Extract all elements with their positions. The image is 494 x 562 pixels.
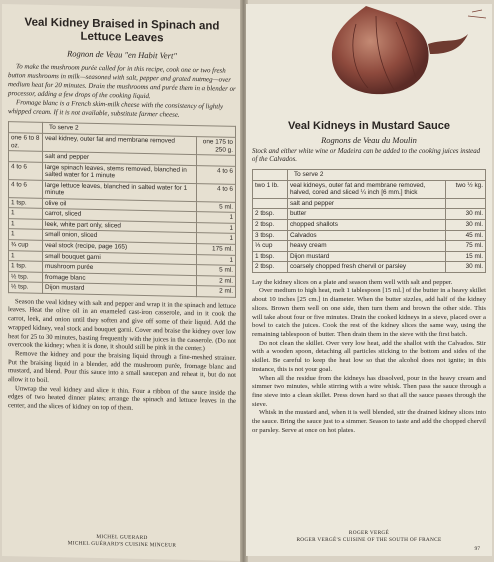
right-page: [246, 4, 492, 556]
ingredient-name: mushroom purée: [43, 261, 197, 275]
ingredient-metric: one 175 to 250 g.: [197, 137, 236, 156]
left-recipe-title: Veal Kidney Braised in Spinach and Lettuce Leaves: [24, 16, 220, 45]
serves-row: [253, 170, 486, 181]
ingredient-name: veal stock (recipe, page 165): [43, 240, 197, 254]
method-paragraph: Whisk in the mustard and, when it is well blended, stir the drained kidney slices into the sauce. Bring the sauce just to a simmer. Season to taste and add the chopped chervil or parsley. Serve at once on hot plates.: [252, 409, 486, 434]
ingredient-name: veal kidneys, outer fat and membrane removed, halved, cored and sliced ¼ inch [6 mm.] thick: [287, 180, 445, 198]
page-number: 97: [474, 546, 480, 552]
ingredient-row: [253, 241, 486, 252]
ingredient-name: heavy cream: [287, 241, 445, 252]
left-source: MICHEL GUÉRARD'S CUISINE MINCEUR: [67, 540, 177, 549]
ingredient-metric: 1: [197, 222, 236, 233]
serves-label: To serve 2: [43, 123, 236, 138]
ingredient-quantity: 1: [9, 219, 43, 230]
right-source: ROGER VERGÉ'S CUISINE OF THE SOUTH OF FRANCE: [296, 537, 442, 543]
ingredient-quantity: [253, 198, 288, 209]
ingredient-quantity: ¾ cup: [9, 240, 43, 251]
ingredient-quantity: 2 tbsp.: [253, 262, 288, 273]
ingredient-name: salt and pepper: [287, 198, 445, 209]
ingredient-row: [253, 180, 486, 198]
ingredient-quantity: 1 tsp.: [9, 261, 43, 272]
ingredient-name: large spinach leaves, stems removed, blanched in salted water for 1 minute: [43, 162, 197, 183]
method-paragraph: Season the veal kidney with salt and pepper and wrap it in the spinach and lettuce leaves. Heat the olive oil in an enameled cast-iron casserole, and in it cook the carrot, leek, and onion until they soften and give off some of their liquid. Add the wrapped kidney, veal stock and bouquet garni. Cover and braise the kidney over low heat for 25 to 30 minutes, basting frequently with the juices in the casserole. (Do not overcook the kidney; when it is done, it should still be pink in the center.): [8, 297, 236, 353]
ingredient-name: chopped shallots: [287, 220, 445, 231]
ingredient-metric: 1: [197, 212, 236, 223]
ingredient-quantity: 3 tbsp.: [253, 230, 288, 241]
ingredient-quantity: ⅓ cup: [253, 241, 288, 252]
serves-label: To serve 2: [287, 170, 485, 181]
ingredient-name: coarsely chopped fresh chervil or parsley: [287, 262, 445, 273]
ingredient-row: [253, 230, 486, 241]
ingredient-row: [253, 198, 486, 209]
ingredient-quantity: 1: [9, 250, 43, 261]
ingredient-metric: [197, 155, 236, 166]
ingredient-metric: 2 ml.: [197, 275, 236, 286]
ingredient-name: butter: [287, 209, 445, 220]
ingredient-metric: 1: [197, 233, 236, 244]
ingredient-metric: 30 ml.: [446, 209, 486, 220]
ingredient-name: small bouquet garni: [43, 251, 197, 265]
ingredient-quantity: 2 tbsp.: [253, 209, 288, 220]
right-recipe-subtitle: Rognons de Veau du Moulin: [321, 134, 417, 145]
ingredient-metric: 45 ml.: [446, 230, 486, 241]
ingredient-metric: 1: [197, 254, 236, 265]
ingredient-quantity: 4 to 6: [9, 179, 43, 198]
ingredient-metric: 30 ml.: [446, 262, 486, 273]
ingredient-quantity: 2 tbsp.: [253, 220, 288, 231]
ingredient-name: Dijon mustard: [287, 251, 445, 262]
ingredient-quantity: two 1 lb.: [253, 180, 288, 198]
ingredient-row: [253, 262, 486, 273]
ingredient-metric: 2 ml.: [197, 286, 236, 297]
ingredient-name: Calvados: [287, 230, 445, 241]
ingredient-name: small onion, sliced: [43, 230, 197, 244]
ingredient-quantity: 4 to 6: [9, 161, 43, 180]
ingredient-quantity: 1 tsp.: [9, 197, 43, 208]
method-paragraph: Lay the kidney slices on a plate and season them well with salt and pepper.: [252, 278, 453, 286]
ingredient-metric: 4 to 6: [197, 183, 236, 202]
ingredient-name: leek, white part only, sliced: [43, 219, 197, 233]
left-recipe-subtitle: Rognon de Veau "en Habit Vert": [67, 48, 177, 62]
right-method-text: [252, 279, 486, 436]
ingredient-quantity: 1 tbsp.: [253, 251, 288, 262]
ingredient-name: veal kidney, outer fat and membrane removed: [43, 133, 197, 154]
ingredient-metric: two ½ kg.: [446, 180, 486, 198]
ingredient-name: fromage blanc: [43, 272, 197, 286]
ingredient-name: Dijon mustard: [43, 283, 197, 297]
ingredient-row: [253, 251, 486, 262]
ingredient-metric: 5 ml.: [197, 265, 236, 276]
ingredient-quantity: one 6 to 8 oz.: [9, 133, 43, 152]
right-recipe-title: Veal Kidneys in Mustard Sauce: [287, 120, 450, 132]
right-ingredients-table: [252, 169, 486, 272]
left-intro-paragraph: Fromage blanc is a French skim-milk cheese with the consistency of lightly whipped cream. If it is not available, substitute farmer cheese.: [8, 99, 224, 119]
left-author: MICHEL GUERARD: [96, 533, 148, 542]
ingredient-metric: 5 ml.: [197, 201, 236, 212]
left-method-text: [8, 298, 236, 416]
ingredient-metric: 4 to 6: [197, 165, 236, 184]
ingredient-quantity: ½ tsp.: [9, 282, 43, 293]
ingredient-metric: 15 ml.: [446, 251, 486, 262]
method-paragraph: When all the residue from the kidneys has dissolved, pour in the heavy cream and simmer two minutes, while stirring with a wire whisk. Then pass the sauce through a fine sieve into a clean skillet. Press down hard so that all the sauce passes through the sieve.: [252, 374, 486, 408]
right-author: ROGER VERGÉ: [348, 530, 390, 536]
ingredient-row: [253, 209, 486, 220]
left-ingredients-table: [8, 122, 236, 298]
method-paragraph: Over medium to high heat, melt 1 tablespoon [15 ml.] of the butter in a heavy skillet about 10 inches [25 cm.] in diameter. When the butter sizzles, add half of the kidney slices. Brown them well on one side, then turn them and brown the other side. This will take about four or five minutes. Drain the cooked kidneys in a sieve, placed over a bowl to catch the juices. Cook the rest of the kidney slices the same way, using the remaining tablespoon of butter. Then drain them in the sieve with the first batch.: [252, 287, 486, 338]
ingredient-metric: 175 ml.: [197, 244, 236, 255]
ingredient-metric: [446, 198, 486, 209]
ingredient-metric: 75 ml.: [446, 241, 486, 252]
ingredient-name: salt and pepper: [43, 151, 197, 165]
left-intro-paragraph: To make the mushroom purée called for in this recipe, cook one or two fresh button mushrooms in milk—seasoned with salt, pepper and grated nutmeg—over medium heat for 20 minutes. Drain the mushrooms and purée them in a blender or processor, adding a few drops of the cooking liquid.: [8, 63, 236, 101]
ingredient-name: carrot, sliced: [43, 209, 197, 223]
ingredient-name: large lettuce leaves, blanched in salted water for 1 minute: [43, 180, 197, 201]
right-intro-paragraph: Stock and either white wine or Madeira can be added to the cooking juices instead of the Calvados.: [252, 147, 481, 164]
method-paragraph: Remove the kidney and pour the braising liquid through a fine-meshed strainer. Put the braising liquid in a blender, add the mushroom purée, fromage blanc and mustard, and blend. Pour this sauce into a small saucepan and reheat it, but do not allow it to boil.: [8, 350, 236, 385]
method-paragraph: Unwrap the veal kidney and slice it thin. Four a ribbon of the sauce inside the edges of two heated dinner plates; arrange the spinach and lettuce leaves in the center, and the slices of kidney on top of them.: [8, 385, 236, 412]
ingredient-quantity: [9, 151, 43, 162]
ingredient-quantity: 1: [9, 229, 43, 240]
left-page: [2, 4, 242, 561]
method-paragraph: Do not clean the skillet. Over very low heat, add the shallot with the Calvados. Stir with a wooden spoon, detaching all particles sticking to the bottom and sides of the skillet. Be careful to keep the heat low so that the alcohol does not ignite; in this instance, this is not your goal.: [252, 339, 486, 373]
ingredient-name: olive oil: [43, 198, 197, 212]
ingredient-metric: 30 ml.: [446, 220, 486, 231]
ingredient-quantity: ½ tsp.: [9, 271, 43, 282]
ingredient-quantity: 1: [9, 208, 43, 219]
ingredient-row: [253, 220, 486, 231]
